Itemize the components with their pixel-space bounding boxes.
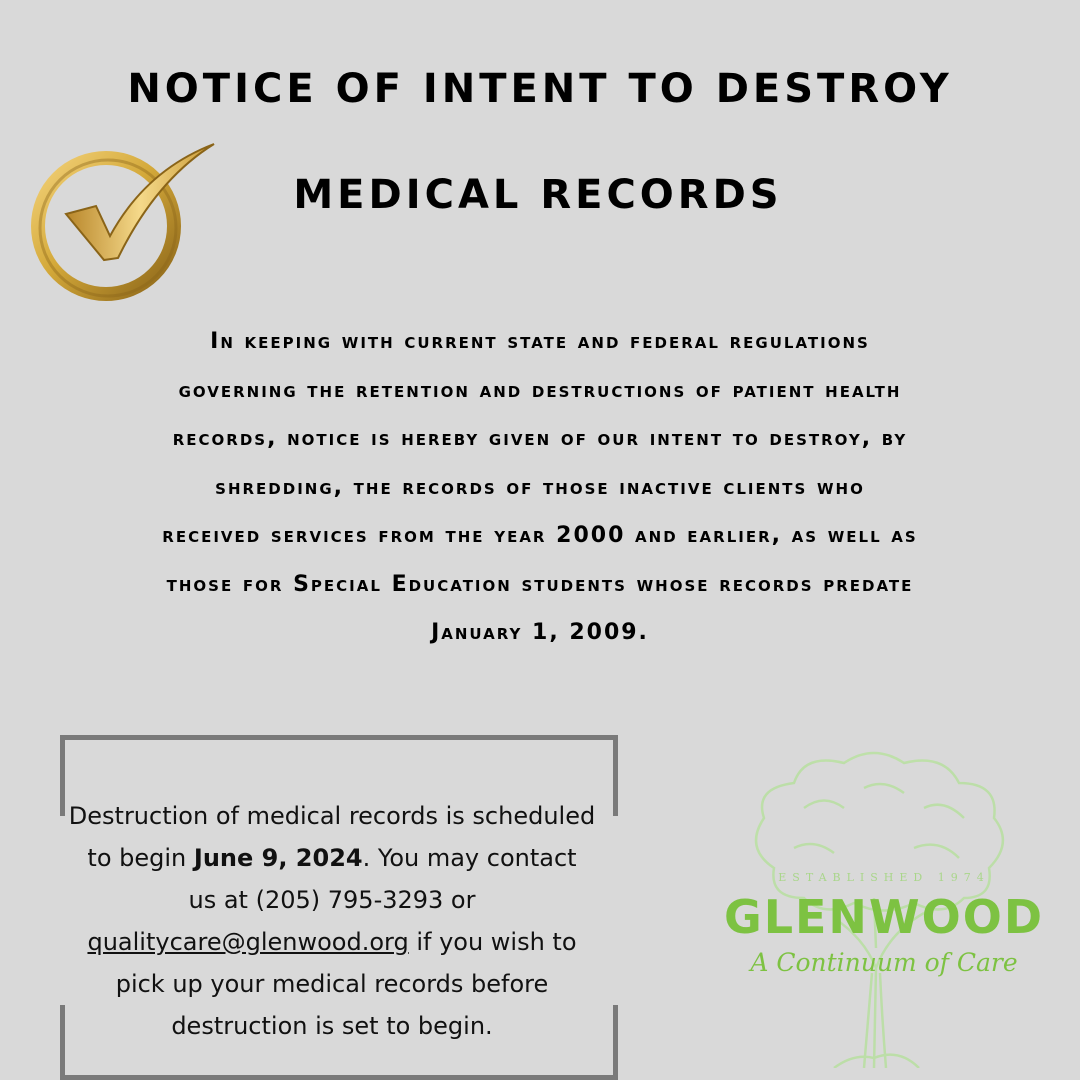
- notice-paragraph-line: records, notice is hereby given of our intent to destroy, by: [172, 426, 908, 451]
- schedule-notice-box: [60, 735, 614, 1080]
- notice-paragraph-line: received services from the year 2000 and earlier, as well as: [162, 523, 918, 548]
- notice-paragraph: [40, 318, 1040, 658]
- glenwood-logo: [714, 748, 1054, 1068]
- notice-paragraph-line: governing the retention and destructions of patient health: [178, 377, 902, 403]
- page-title-line-2: MEDICAL RECORDS: [293, 172, 783, 218]
- notice-paragraph-line: shredding, the records of those inactive clients who: [215, 474, 865, 500]
- gold-checkmark-icon: [26, 140, 218, 306]
- schedule-line: Destruction of medical records is scheduled: [68, 802, 596, 830]
- logo-established: ESTABLISHED 1974: [778, 871, 990, 884]
- schedule-text: . You may contact: [362, 844, 577, 872]
- notice-paragraph-line: In keeping with current state and federal regulations: [210, 329, 870, 354]
- schedule-line: [60, 921, 604, 963]
- logo-name: GLENWOOD: [723, 890, 1045, 944]
- page-title-line-1: NOTICE OF INTENT TO DESTROY: [127, 66, 953, 112]
- schedule-notice-text: [60, 795, 604, 1047]
- schedule-text: if you wish to: [408, 928, 577, 956]
- schedule-line: destruction is set to begin.: [171, 1012, 493, 1040]
- destruction-date: June 9, 2024: [193, 844, 363, 872]
- logo-tagline: A Continuum of Care: [750, 948, 1018, 977]
- schedule-text: to begin: [87, 844, 194, 872]
- notice-paragraph-line: January 1, 2009.: [431, 620, 649, 645]
- schedule-line: pick up your medical records before: [115, 970, 549, 998]
- notice-paragraph-line: those for Special Education students whose records predate: [166, 571, 914, 597]
- schedule-line: [60, 837, 604, 879]
- phone-line: us at (205) 795-3293 or: [188, 886, 476, 914]
- email-link[interactable]: qualitycare@glenwood.org: [87, 928, 409, 956]
